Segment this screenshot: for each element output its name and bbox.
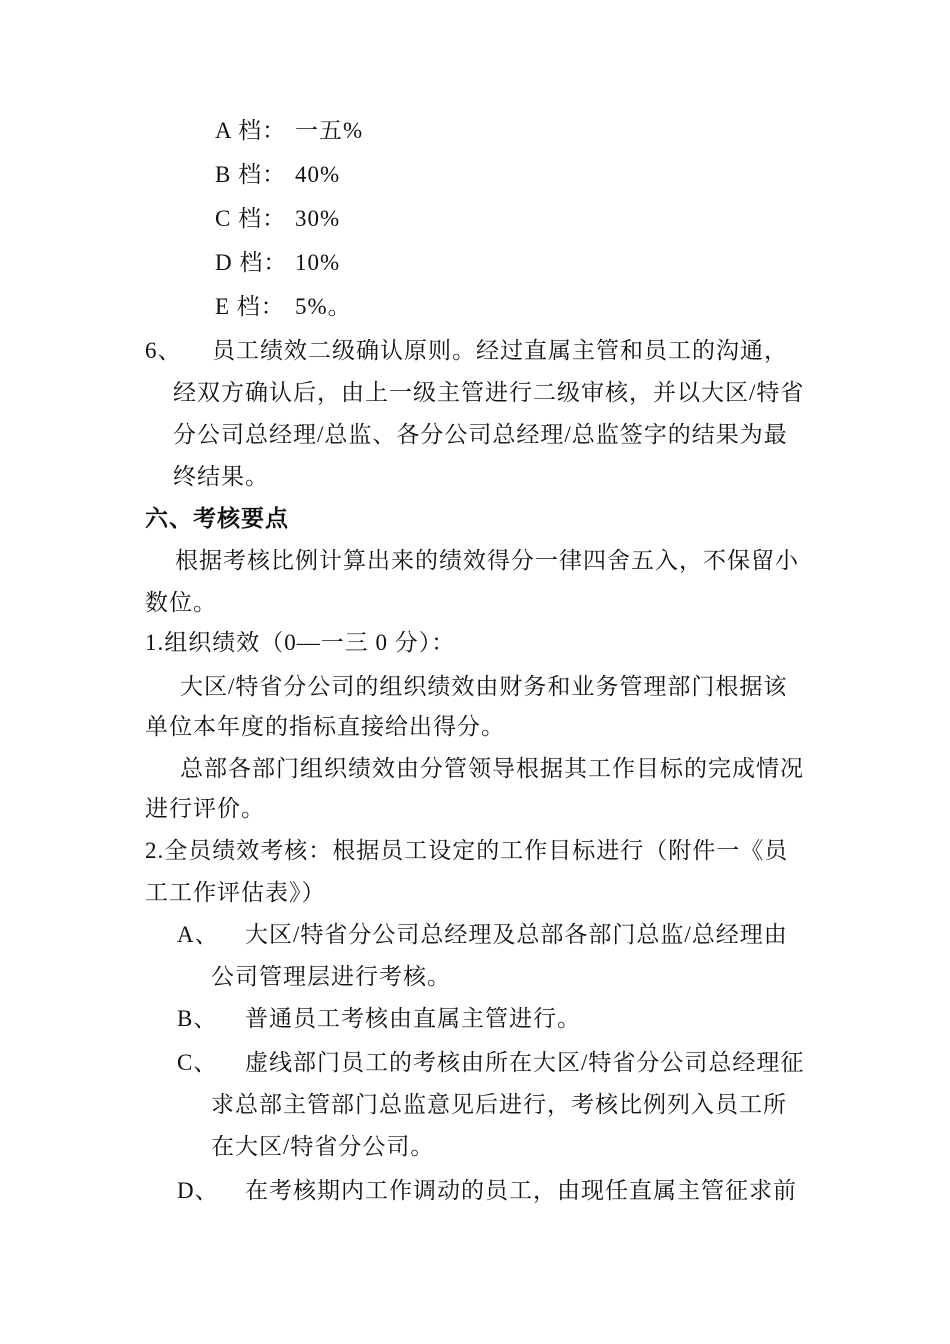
list-item-marker: B、 bbox=[177, 1006, 218, 1031]
tier-value: 40% bbox=[295, 162, 341, 187]
tier-value: 5%。 bbox=[295, 294, 352, 319]
list-item-line: 在大区/特省分公司。 bbox=[211, 1134, 435, 1159]
list-item-line: 在考核期内工作调动的员工，由现任直属主管征求前 bbox=[245, 1178, 797, 1203]
list-item-line: 虚线部门员工的考核由所在大区/特省分公司总经理征 bbox=[245, 1050, 805, 1075]
list-item-line: 大区/特省分公司总经理及总部各部门总监/总经理由 bbox=[245, 922, 788, 947]
item6-number: 6、 bbox=[145, 338, 182, 363]
tier-label: A 档： bbox=[215, 118, 287, 143]
section-heading: 六、考核要点 bbox=[145, 506, 289, 531]
item6-line: 终结果。 bbox=[173, 464, 269, 489]
tier-value: 30% bbox=[295, 206, 341, 231]
tier-value: 一五% bbox=[295, 118, 364, 143]
staff-perf-heading-line: 工工作评估表》） bbox=[145, 880, 326, 905]
tier-e bbox=[215, 292, 352, 322]
tier-label: E 档： bbox=[215, 294, 285, 319]
list-item-marker: D、 bbox=[177, 1178, 219, 1203]
tier-a bbox=[215, 116, 363, 146]
tier-b bbox=[215, 160, 340, 190]
item6-line: 员工绩效二级确认原则。经过直属主管和员工的沟通， bbox=[212, 338, 788, 363]
tier-label: D 档： bbox=[215, 250, 288, 275]
org-perf-para1-line: 大区/特省分公司的组织绩效由财务和业务管理部门根据该 bbox=[180, 674, 788, 699]
intro-line: 数位。 bbox=[145, 590, 217, 615]
list-item-line: 公司管理层进行考核。 bbox=[211, 964, 451, 989]
tier-label: B 档： bbox=[215, 162, 287, 187]
list-item-line: 求总部主管部门总监意见后进行，考核比例列入员工所 bbox=[211, 1092, 787, 1117]
item6-line: 经双方确认后，由上一级主管进行二级审核，并以大区/特省 bbox=[173, 380, 805, 405]
staff-perf-heading-line: 2.全员绩效考核：根据员工设定的工作目标进行（附件一《员 bbox=[145, 838, 789, 863]
org-perf-para1-line: 单位本年度的指标直接给出得分。 bbox=[145, 714, 505, 739]
tier-label: C 档： bbox=[215, 206, 287, 231]
item6-line: 分公司总经理/总监、各分公司总经理/总监签字的结果为最 bbox=[173, 422, 788, 447]
tier-d bbox=[215, 248, 340, 278]
org-perf-heading: 1.组织绩效（0—一三 0 分）： bbox=[145, 630, 456, 655]
tier-c bbox=[215, 204, 340, 234]
org-perf-para2-line: 总部各部门组织绩效由分管领导根据其工作目标的完成情况 bbox=[180, 756, 804, 781]
list-item-marker: C、 bbox=[177, 1050, 218, 1075]
org-perf-para2-line: 进行评价。 bbox=[145, 796, 265, 821]
tier-value: 10% bbox=[295, 250, 341, 275]
intro-line: 根据考核比例计算出来的绩效得分一律四舍五入，不保留小 bbox=[175, 548, 799, 573]
list-item-marker: A、 bbox=[177, 922, 219, 947]
list-item-line: 普通员工考核由直属主管进行。 bbox=[245, 1006, 581, 1031]
